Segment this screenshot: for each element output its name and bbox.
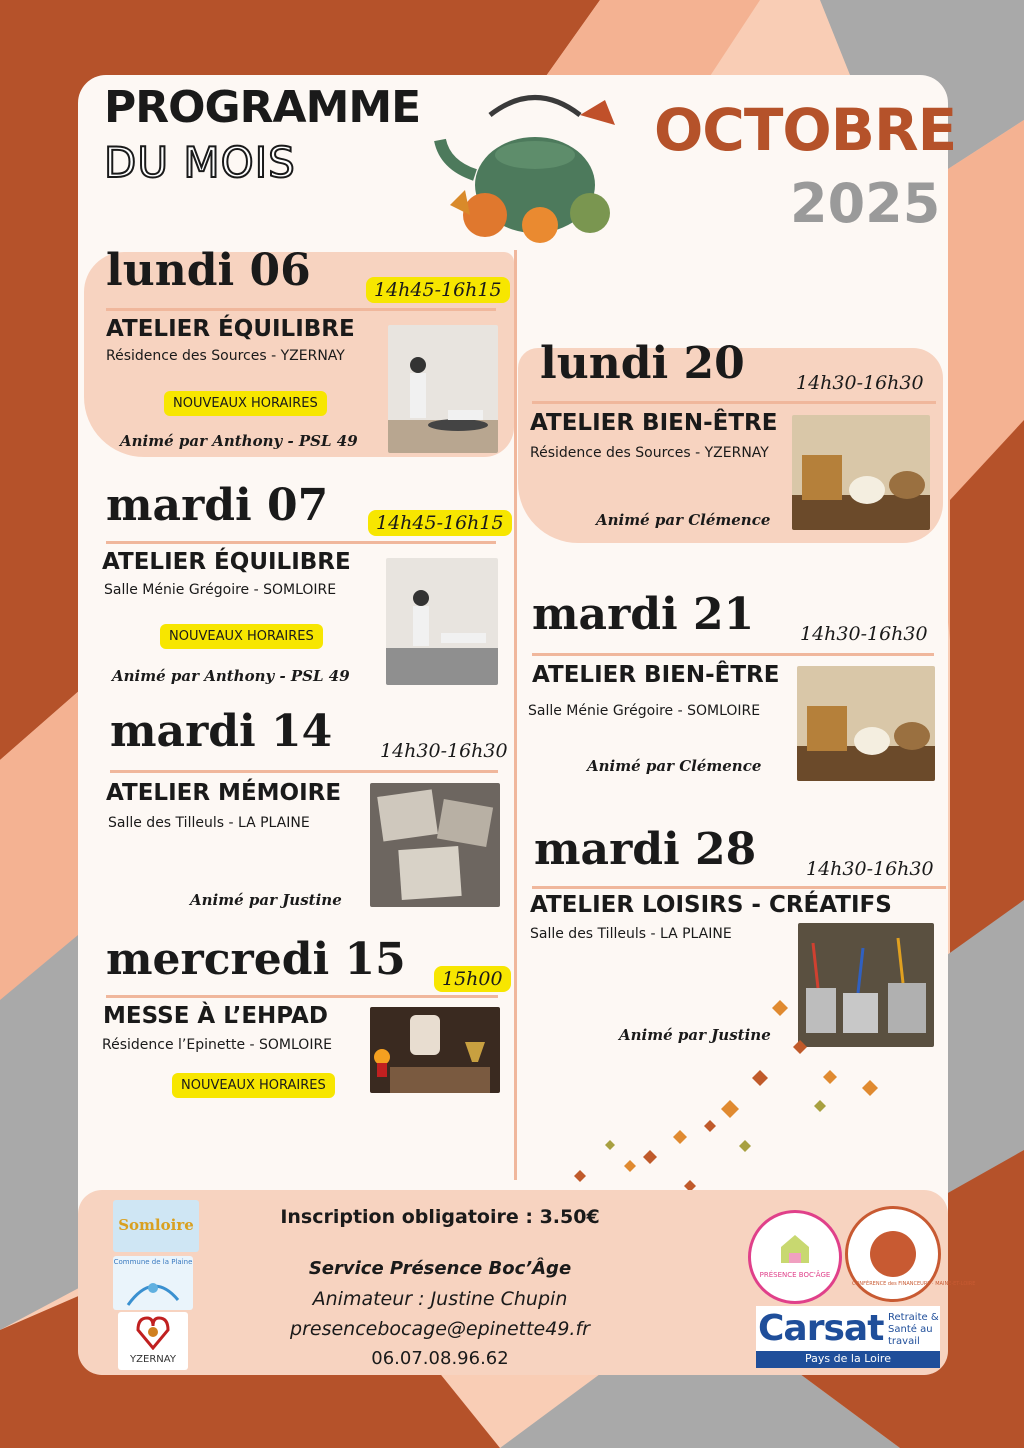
page-subtitle: DU MOIS [104, 138, 296, 187]
new-hours-badge: NOUVEAUX HORAIRES [172, 1073, 335, 1098]
yoga-class-photo [386, 558, 498, 685]
event-place: Salle Ménie Grégoire - SOMLOIRE [528, 703, 761, 719]
conference-financeurs-logo: CONFÉRENCE des FINANCEURS · MAINE-ET-LOIRE [845, 1206, 941, 1302]
event-activity: ATELIER BIEN-ÊTRE [530, 410, 778, 436]
event-time: 15h00 [434, 966, 511, 992]
event-day: mardi 21 [532, 589, 755, 640]
animator-name: Animateur : Justine Chupin [312, 1288, 568, 1310]
event-place: Salle des Tilleuls - LA PLAINE [108, 815, 310, 831]
event-activity: ATELIER BIEN-ÊTRE [532, 662, 780, 688]
event-activity: ATELIER MÉMOIRE [106, 780, 342, 806]
event-host: Animé par Justine [619, 1026, 771, 1044]
event-time: 14h30-16h30 [800, 623, 928, 645]
spa-wellness-photo [792, 415, 930, 530]
event-day: mardi 07 [106, 480, 329, 531]
event-time: 14h30-16h30 [380, 740, 508, 762]
autumn-leaves-decoration [530, 990, 900, 1190]
new-hours-badge: NOUVEAUX HORAIRES [164, 391, 327, 416]
event-day: mardi 14 [110, 706, 333, 757]
event-time: 14h45-16h15 [366, 277, 510, 303]
event-host: Animé par Clémence [587, 757, 762, 775]
column-divider [514, 250, 517, 1180]
inscription-notice: Inscription obligatoire : 3.50€ [280, 1206, 600, 1228]
event-activity: ATELIER ÉQUILIBRE [106, 316, 355, 342]
event-day: mardi 28 [534, 824, 757, 875]
event-host: Animé par Clémence [596, 511, 771, 529]
event-host: Animé par Justine [190, 891, 342, 909]
event-place: Résidence des Sources - YZERNAY [106, 348, 345, 364]
divider [106, 541, 496, 544]
new-hours-badge: NOUVEAUX HORAIRES [160, 624, 323, 649]
presence-bocage-logo: PRÉSENCE BOC'ÂGE [748, 1210, 842, 1304]
event-time: 14h30-16h30 [806, 858, 934, 880]
divider [532, 653, 934, 656]
month-label: OCTOBRE [654, 96, 957, 164]
teapot-autumn-illustration [430, 85, 640, 245]
event-place: Résidence des Sources - YZERNAY [530, 445, 769, 461]
divider [110, 770, 498, 773]
contact-email[interactable]: presencebocage@epinette49.fr [290, 1318, 590, 1340]
event-time: 14h45-16h15 [368, 510, 512, 536]
event-place: Salle Ménie Grégoire - SOMLOIRE [104, 582, 337, 598]
page-title: PROGRAMME [104, 82, 421, 133]
divider [532, 401, 936, 404]
event-place: Salle des Tilleuls - LA PLAINE [530, 926, 732, 942]
event-host: Animé par Anthony - PSL 49 [120, 432, 358, 450]
event-host: Animé par Anthony - PSL 49 [112, 667, 350, 685]
carsat-logo: Carsat Retraite & Santé au travail Pays de la Loire [756, 1306, 940, 1368]
event-day: lundi 06 [106, 245, 311, 296]
contact-phone[interactable]: 06.07.08.96.62 [371, 1348, 509, 1369]
event-activity: ATELIER LOISIRS - CRÉATIFS [530, 892, 892, 918]
event-activity: ATELIER ÉQUILIBRE [102, 549, 351, 575]
somloire-logo: Somloire [113, 1200, 199, 1252]
yoga-class-photo [388, 325, 498, 453]
event-day: mercredi 15 [106, 934, 406, 985]
year-label: 2025 [790, 172, 941, 235]
la-plaine-logo: Commune de la Plaine [113, 1256, 193, 1310]
yzernay-logo: YZERNAY [118, 1312, 188, 1370]
divider [106, 308, 496, 311]
event-place: Résidence l’Epinette - SOMLOIRE [102, 1037, 333, 1053]
event-day: lundi 20 [540, 338, 745, 389]
event-activity: MESSE À L’EHPAD [103, 1003, 328, 1029]
divider [532, 886, 946, 889]
event-time: 14h30-16h30 [796, 372, 924, 394]
service-name: Service Présence Boc’Âge [308, 1258, 572, 1279]
mass-candle-chalice-photo [370, 1007, 500, 1093]
divider [106, 995, 498, 998]
spa-wellness-photo [797, 666, 935, 781]
old-photographs-image [370, 783, 500, 907]
